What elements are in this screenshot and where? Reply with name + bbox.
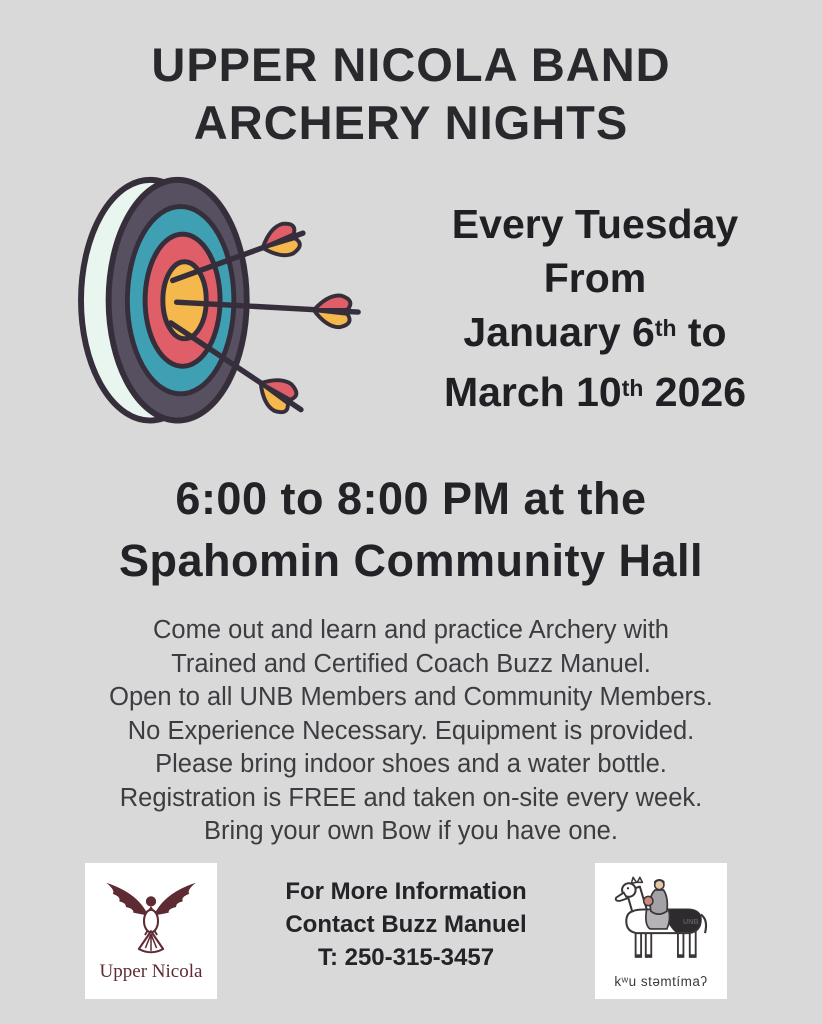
schedule-line-4 <box>394 365 796 425</box>
schedule-line-1: Every Tuesday <box>451 201 739 247</box>
upper-nicola-logo-caption: Upper Nicola <box>99 961 203 982</box>
details-line: Please bring indoor shoes and a water bottle. <box>155 750 667 778</box>
details-line: Registration is FREE and taken on-site every week. <box>119 783 703 812</box>
details-line: No Experience Necessary. Equipment is provided. <box>127 716 695 745</box>
upper-nicola-logo <box>85 863 217 999</box>
poster-title <box>0 0 822 152</box>
schedule-line-3 <box>394 305 796 365</box>
schedule-block <box>394 197 822 425</box>
hero-section <box>0 172 822 458</box>
details-line: Open to all UNB Members and Community Members. <box>109 683 713 711</box>
title-line-2: ARCHERY NIGHTS <box>193 96 629 149</box>
event-time: 6:00 to 8:00 PM at the <box>175 473 647 524</box>
unb-horse-logo-caption: kʷu stəmtímaʔ <box>614 973 708 989</box>
schedule-year: 2026 <box>643 369 747 415</box>
contact-phone: T: 250-315-3457 <box>317 943 495 971</box>
details-line: Come out and learn and practice Archery with <box>153 616 669 644</box>
schedule-line-2: From <box>543 255 647 301</box>
contact-block <box>285 875 526 974</box>
poster-footer <box>0 863 822 999</box>
schedule-start-date: January 6 <box>463 309 655 355</box>
event-venue: Spahomin Community Hall <box>118 535 704 586</box>
title-line-1: UPPER NICOLA BAND <box>151 38 671 91</box>
ordinal-suffix: th <box>654 314 677 341</box>
contact-heading: For More Information <box>285 877 527 905</box>
unb-horse-logo <box>595 863 727 999</box>
eagle-icon <box>95 878 207 964</box>
schedule-end-date: March 10 <box>443 369 622 415</box>
contact-person: Contact Buzz Manuel <box>285 910 527 938</box>
details-line: Trained and Certified Coach Buzz Manuel. <box>171 649 651 678</box>
unb-brand-text: UNB <box>683 916 699 926</box>
time-location-block <box>0 468 822 592</box>
schedule-connector: to <box>676 309 727 355</box>
archery-target-icon <box>54 172 394 458</box>
details-line: Bring your own Bow if you have one. <box>204 817 618 845</box>
ordinal-suffix: th <box>621 374 644 401</box>
horse-rider-icon <box>606 873 716 973</box>
event-details <box>0 614 822 849</box>
